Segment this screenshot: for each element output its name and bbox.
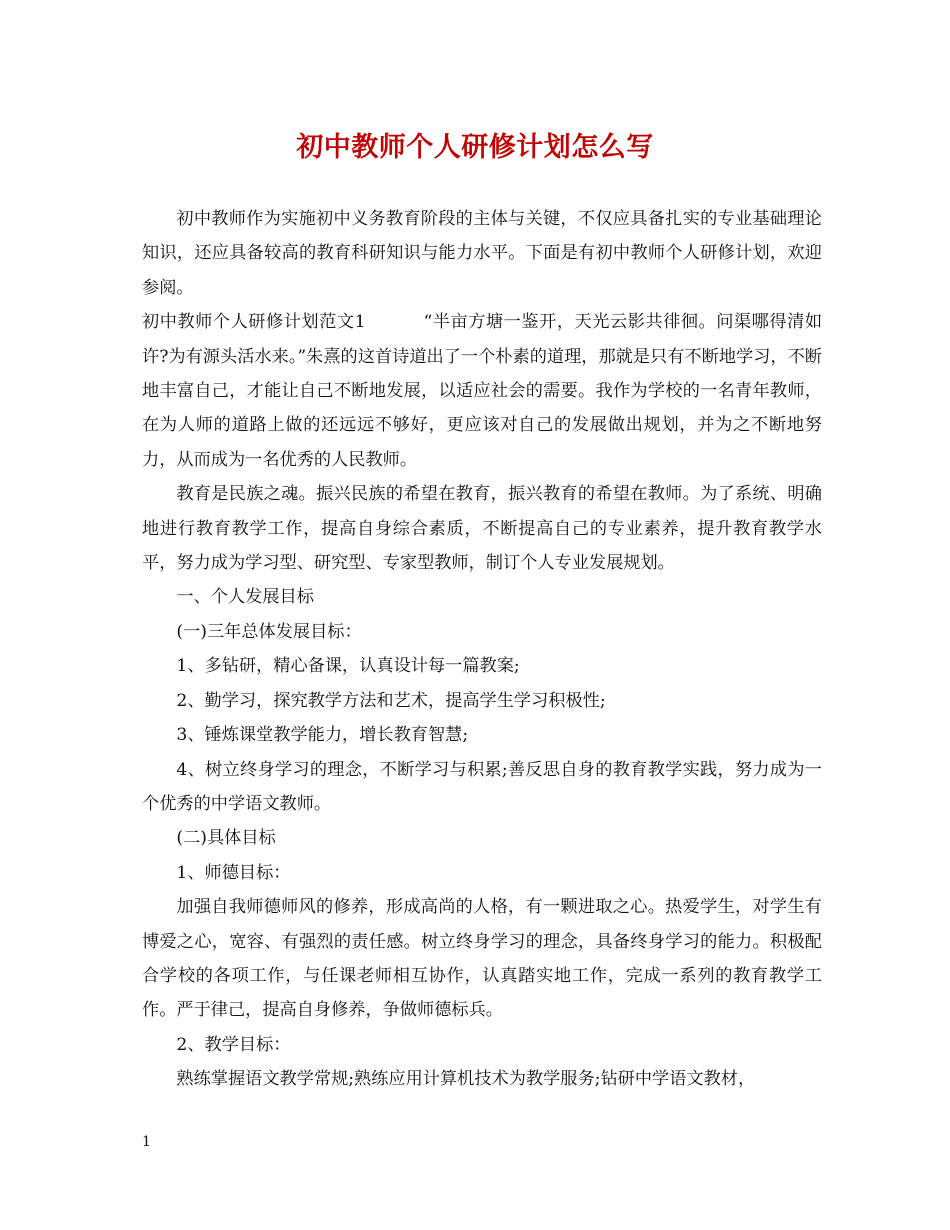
paragraph-education: 教育是民族之魂。振兴民族的希望在教育，振兴教育的希望在教师。为了系统、明确地进行教育教学工作，提高自身综合素质，不断提高自己的专业素养，提升教育教学水平，努力成为学习型、研究型、专家型教师，制订个人专业发展规划。 bbox=[142, 484, 822, 574]
goal-item: 4、树立终身学习的理念，不断学习与积累;善反思自身的教育教学实践，努力成为一个优秀的中学语文教师。 bbox=[142, 759, 822, 814]
target-heading-ethics: 1、师德目标： bbox=[176, 862, 291, 883]
target-text-teaching: 熟练掌握语文教学常规;熟练应用计算机技术为教学服务;钻研中学语文教材， bbox=[176, 1069, 756, 1090]
goal-item: 3、锤炼课堂教学能力，增长教育智慧; bbox=[176, 725, 469, 746]
document-body bbox=[142, 202, 822, 1097]
target-text-ethics: 加强自我师德师风的修养，形成高尚的人格，有一颗进取之心。热爱学生，对学生有博爱之心，宽容、有强烈的责任感。树立终身学习的理念，具备终身学习的能力。积极配合学校的各项工作，与任课老师相互协作，认真踏实地工作，完成一系列的教育教学工作。严于律己，提高自身修养，争做师德标兵。 bbox=[142, 897, 822, 1021]
document-title: 初中教师个人研修计划怎么写 bbox=[296, 132, 654, 163]
intro-paragraph: 初中教师作为实施初中义务教育阶段的主体与关键，不仅应具备扎实的专业基础理论知识，还应具备较高的教育科研知识与能力水平。下面是有初中教师个人研修计划，欢迎参阅。 bbox=[142, 209, 822, 298]
subheading-three-year-goals: (一)三年总体发展目标： bbox=[176, 621, 362, 642]
sample-text: “半亩方塘一鉴开，天光云影共徘徊。问渠哪得清如许?为有源头活水来。”朱熹的这首诗道出了一个朴素的道理，那就是只有不断地学习，不断地丰富自己，才能让自己不断地发展，以适应社会的需要。我作为学校的一名青年教师，在为人师的道路上做的还远远不够好，更应该对自己的发展做出规划，并为之不断地努力，从而成为一名优秀的人民教师。 bbox=[142, 312, 823, 470]
sample-heading: 初中教师个人研修计划范文1 bbox=[142, 312, 366, 333]
section-heading-goals: 一、个人发展目标 bbox=[176, 587, 314, 608]
subheading-specific-goals: (二)具体目标 bbox=[176, 828, 276, 849]
page-number: 1 bbox=[142, 1134, 151, 1150]
target-heading-teaching: 2、教学目标： bbox=[176, 1034, 291, 1055]
sample-paragraph bbox=[142, 305, 822, 477]
goal-item: 1、多钻研，精心备课，认真设计每一篇教案; bbox=[176, 656, 520, 677]
goal-item: 2、勤学习，探究教学方法和艺术，提高学生学习积极性; bbox=[176, 690, 606, 711]
